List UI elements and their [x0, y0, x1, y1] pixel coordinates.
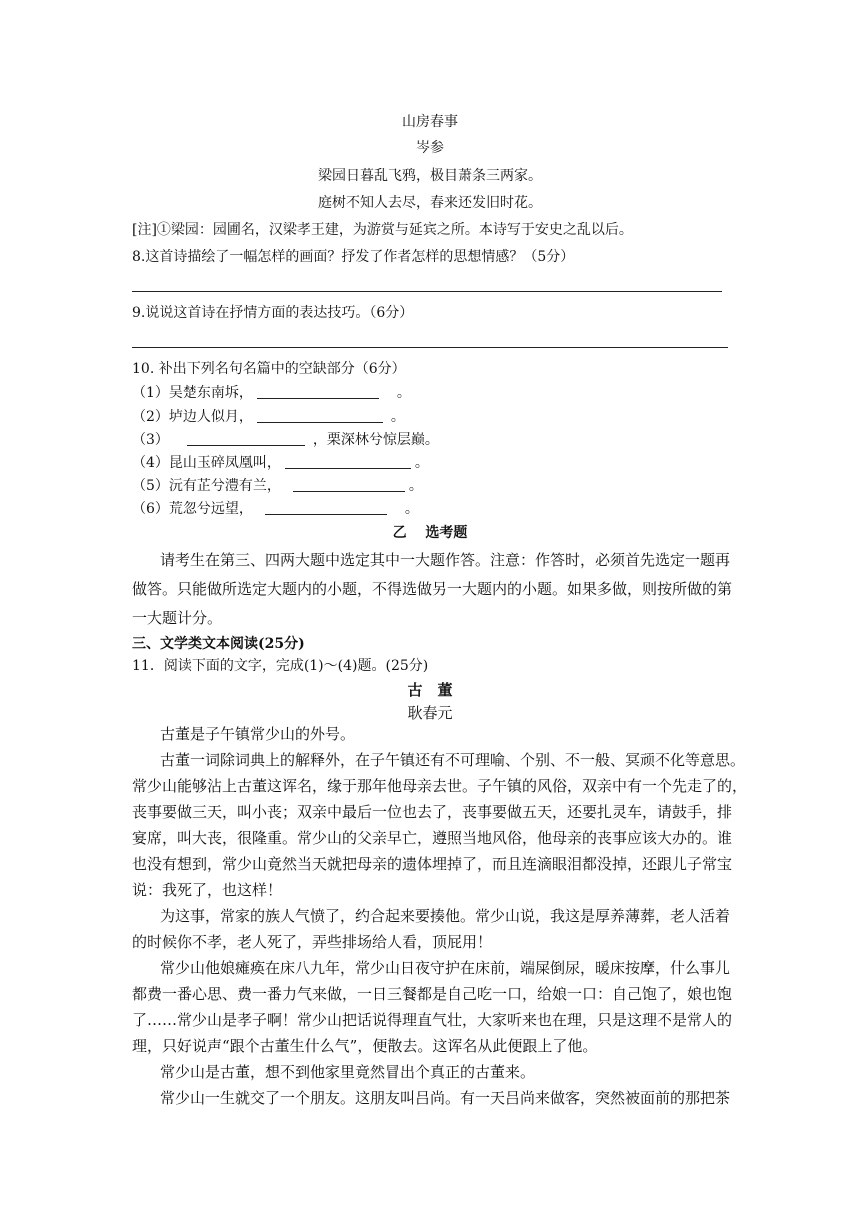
fill-item-1-pre: （1）吴楚东南坼，: [132, 385, 253, 401]
poem-author: 岑参: [416, 140, 444, 156]
story-line-1: 古董是子午镇常少山的外号。: [160, 725, 356, 743]
story-line-14: 常少山是古董，想不到他家里竟然冒出个真正的古董来。: [160, 1063, 536, 1081]
fill-item-1: [132, 383, 411, 403]
story-line-2: 古董一词除词典上的解释外，在子午镇还有不可理喻、个别、不一般、冥顽不化等意思。: [160, 751, 746, 769]
poem-line-2: 庭树不知人去尽，春来还发旧时花。: [318, 195, 542, 211]
story-title: 古 董: [407, 681, 453, 699]
fill-blank-3[interactable]: [187, 431, 305, 446]
fill-item-5: [132, 476, 423, 496]
fill-item-3-pre: （3）: [132, 432, 169, 448]
story-line-8: 为这事，常家的族人气愤了，约合起来要揍他。常少山说，我这是厚养薄葬，老人活着: [160, 907, 731, 925]
section-yi-heading: 乙 选考题: [392, 525, 468, 541]
story-line-3: 常少山能够沾上古董这诨名，缘于那年他母亲去世。子午镇的风俗，双亲中有一个先走了的，: [132, 777, 748, 795]
story-line-7: 说：我死了，也这样！: [132, 881, 283, 899]
instruction-line-3: 一大题计分。: [132, 609, 223, 627]
poem-title: 山房春事: [402, 114, 458, 130]
question-8: 8.这首诗描绘了一幅怎样的画面？抒发了作者怎样的思想情感？（5分）: [132, 249, 575, 265]
fill-item-4-pre: （4）昆山玉碎凤凰叫，: [132, 455, 281, 471]
fill-item-1-post: 。: [396, 385, 411, 401]
instruction-line-1: 请考生在第三、四两大题中选定其中一大题作答。注意：作答时，必须首先选定一题再: [160, 551, 731, 569]
fill-item-6: [132, 499, 419, 519]
story-author: 耿春元: [407, 704, 453, 722]
story-line-6: 也没有想到，常少山竟然当天就把母亲的遗体埋掉了，而且连滴眼泪都没掉，还跟儿子常宝: [132, 855, 733, 873]
fill-blank-6[interactable]: [265, 500, 387, 515]
fill-item-3-post: ，栗深林兮惊层巅。: [312, 432, 439, 448]
fill-item-4: [132, 453, 429, 473]
fill-item-4-post: 。: [414, 455, 429, 471]
fill-item-3: [132, 430, 439, 450]
story-line-11: 都费一番心思、费一番力气来做，一日三餐都是自己吃一口，给娘一口：自己饱了，娘也饱: [132, 985, 733, 1003]
fill-item-5-pre: （5）沅有芷兮澧有兰，: [132, 478, 281, 494]
story-line-10: 常少山他娘瘫痪在床八九年，常少山日夜守护在床前，端屎倒尿，暖床按摩，什么事儿: [160, 959, 731, 977]
fill-blank-4[interactable]: [285, 454, 411, 469]
story-line-13: 理，只好说声“跟个古董生什么气”，便散去。这诨名从此便跟上了他。: [132, 1037, 598, 1055]
story-line-5: 宴席，叫大丧，很隆重。常少山的父亲早亡，遵照当地风俗，他母亲的丧事应该大办的。谁: [132, 829, 733, 847]
fill-item-5-post: 。: [408, 478, 423, 494]
fill-item-6-post: 。: [404, 501, 419, 517]
fill-item-6-pre: （6）荒忽兮远望，: [132, 501, 253, 517]
poem-line-1: 梁园日暮乱飞鸦，极目萧条三两家。: [318, 168, 542, 184]
instruction-line-2: 做答。只能做所选定大题内的小题，不得选做另一大题内的小题。如果多做，则按所做的第: [132, 580, 733, 598]
story-line-4: 丧事要做三天，叫小丧；双亲中最后一位也去了，丧事要做五天，还要扎灵车，请鼓手，排: [132, 803, 733, 821]
poem-note: [注]①梁园：园圃名，汉梁孝王建，为游赏与延宾之所。本诗写于安史之乱以后。: [132, 222, 633, 238]
story-line-12: 了……常少山是孝子啊！常少山把话说得理直气壮，大家听来也在理，只是这理不是常人的: [132, 1011, 733, 1029]
story-line-15: 常少山一生就交了一个朋友。这朋友叫吕尚。有一天吕尚来做客，突然被面前的那把茶: [160, 1089, 731, 1107]
fill-item-2-pre: （2）垆边人似月，: [132, 409, 253, 425]
question-11: 11．阅读下面的文字，完成(1)～(4)题。(25分): [132, 658, 429, 674]
fill-blank-2[interactable]: [257, 408, 383, 423]
fill-blank-5[interactable]: [293, 477, 405, 492]
answer-line-9[interactable]: [132, 347, 728, 348]
fill-item-2: [132, 407, 405, 427]
fill-blank-1[interactable]: [257, 384, 379, 399]
fill-item-2-post: 。: [390, 409, 405, 425]
story-line-9: 的时候你不孝，老人死了，弄些排场给人看，顶屁用！: [132, 933, 493, 951]
question-10-title: 10. 补出下列名句名篇中的空缺部分（6分）: [132, 361, 406, 377]
answer-line-8[interactable]: [132, 291, 722, 292]
section-3-heading: 三、文学类文本阅读(25分): [132, 636, 305, 652]
question-9: 9.说说这首诗在抒情方面的表达技巧。（6分）: [132, 305, 414, 321]
